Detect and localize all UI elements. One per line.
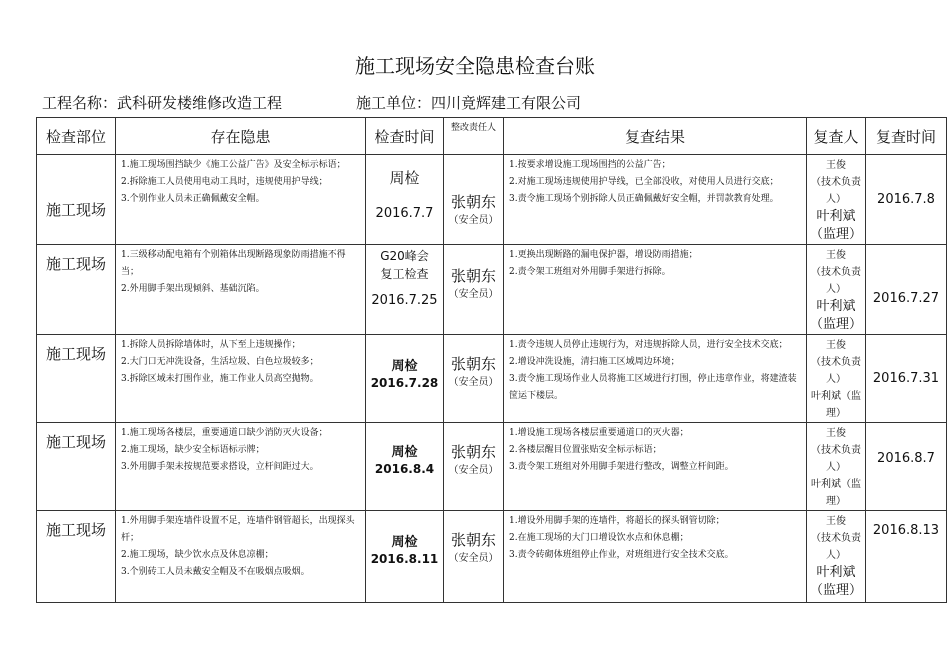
reviewer-role: （技术负责人） — [811, 267, 861, 295]
row-check-time — [366, 511, 444, 603]
check-type: G20峰会复工检查 — [380, 249, 429, 281]
result-item: 3.责令架工班组对外用脚手架进行整改，调整立杆间距。 — [509, 462, 734, 472]
reviewer-role: （技术负责人） — [811, 357, 861, 385]
row-review-time: 2016.8.13 — [866, 511, 947, 603]
responsible-name: 张朝东 — [450, 443, 496, 461]
table-row — [37, 155, 947, 245]
supervisor-role: （监理） — [809, 317, 862, 332]
row-part: 施工现场 — [37, 511, 116, 603]
row-responsible — [444, 423, 504, 511]
result-item: 2.在施工现场的大门口增设饮水点和休息棚； — [509, 533, 689, 543]
table-row — [37, 335, 947, 423]
row-review-time: 2016.8.7 — [866, 423, 947, 511]
result-item: 2.责令架工班组对外用脚手架进行拆除。 — [509, 267, 671, 277]
supervisor-role: （监理） — [809, 583, 862, 598]
supervisor-role: （监理） — [809, 227, 862, 242]
project-name: 工程名称：武科研发楼维修改造工程 — [42, 94, 283, 112]
header-part: 检查部位 — [37, 118, 116, 155]
header-check-time: 检查时间 — [366, 118, 444, 155]
row-responsible — [444, 335, 504, 423]
result-item: 1.按要求增设施工现场围挡的公益广告； — [509, 160, 671, 170]
hazard-item: 2.外用脚手架出现倾斜、基础沉陷。 — [121, 284, 265, 294]
page-title: 施工现场安全隐患检查台账 — [355, 54, 595, 78]
hazard-item: 3.个别砖工人员未戴安全帽及不在吸烟点吸烟。 — [121, 567, 310, 577]
row-check-time — [366, 423, 444, 511]
row-hazards — [116, 423, 366, 511]
check-type: 周检 — [391, 445, 418, 460]
header-review-time: 复查时间 — [866, 118, 947, 155]
result-item: 1.增设外用脚手架的连墙件，将超长的探头钢管切除； — [509, 516, 725, 526]
check-type: 周检 — [391, 535, 418, 550]
responsible-role: （安全员） — [448, 553, 499, 564]
reviewer-role: （技术负责人） — [811, 445, 861, 473]
responsible-name: 张朝东 — [450, 531, 496, 549]
hazard-item: 3.外用脚手架未按规范要求搭设，立杆间距过大。 — [121, 462, 319, 472]
row-hazards — [116, 245, 366, 335]
row-hazards — [116, 335, 366, 423]
row-results — [504, 245, 807, 335]
check-date: 2016.7.7 — [375, 206, 434, 221]
row-responsible — [444, 245, 504, 335]
hazard-item: 1.施工现场围挡缺少《施工公益广告》及安全标示标语； — [121, 160, 346, 170]
row-results — [504, 155, 807, 245]
row-check-time — [366, 245, 444, 335]
result-item: 2.各楼层醒目位置张贴安全标示标语； — [509, 445, 662, 455]
row-hazards — [116, 155, 366, 245]
reviewer-name: 王俊 — [826, 340, 846, 351]
hazard-item: 2.施工现场，缺少安全标语标示牌； — [121, 445, 265, 455]
supervisor-name: 叶利斌 — [816, 299, 856, 314]
reviewer-name: 王俊 — [826, 250, 846, 261]
row-responsible — [444, 155, 504, 245]
row-review-time: 2016.7.8 — [866, 155, 947, 245]
inspection-ledger-table — [36, 117, 947, 603]
row-responsible — [444, 511, 504, 603]
row-part: 施工现场 — [37, 423, 116, 511]
result-item: 3.责令砖砌体班组停止作业，对班组进行安全技术交底。 — [509, 550, 734, 560]
row-part: 施工现场 — [37, 155, 116, 245]
row-check-time — [366, 155, 444, 245]
row-review-time: 2016.7.27 — [866, 245, 947, 335]
table-row — [37, 245, 947, 335]
hazard-item: 3.拆除区域未打围作业，施工作业人员高空抛物。 — [121, 374, 319, 384]
hazard-item: 1.外用脚手架连墙件设置不足，连墙件钢管超长，出现探头杆； — [121, 516, 355, 543]
result-item: 2.增设冲洗设施，清扫施工区域周边环境； — [509, 357, 680, 367]
responsible-name: 张朝东 — [450, 267, 496, 285]
supervisor-name: 叶利斌 — [816, 565, 856, 580]
row-check-time — [366, 335, 444, 423]
table-row — [37, 423, 947, 511]
hazard-item: 1.施工现场各楼层，重要通道口缺少消防灭火设备； — [121, 428, 328, 438]
row-results — [504, 423, 807, 511]
responsible-name: 张朝东 — [450, 355, 496, 373]
row-part: 施工现场 — [37, 335, 116, 423]
reviewer-role: （技术负责人） — [811, 177, 861, 205]
row-reviewer — [807, 511, 866, 603]
result-item: 3.责令施工现场个别拆除人员正确佩戴好安全帽，并罚款教育处理。 — [509, 194, 779, 204]
check-date: 2016.8.4 — [374, 462, 435, 476]
row-review-time: 2016.7.31 — [866, 335, 947, 423]
hazard-item: 2.拆除施工人员使用电动工具时，违规使用护导线； — [121, 177, 328, 187]
header-row — [37, 118, 947, 155]
result-item: 1.责令违规人员停止违规行为，对违规拆除人员，进行安全技术交底； — [509, 340, 788, 350]
row-reviewer — [807, 423, 866, 511]
table-row — [37, 511, 947, 603]
row-reviewer — [807, 335, 866, 423]
check-date: 2016.7.28 — [370, 376, 439, 390]
construction-unit: 施工单位：四川竟辉建工有限公司 — [356, 94, 582, 112]
check-type: 周检 — [389, 169, 420, 187]
responsible-role: （安全员） — [448, 377, 499, 388]
check-date: 2016.8.11 — [370, 552, 439, 566]
row-results — [504, 511, 807, 603]
responsible-role: （安全员） — [448, 215, 499, 226]
supervisor-name: 叶利斌（监理） — [811, 391, 861, 419]
row-hazards — [116, 511, 366, 603]
supervisor-name: 叶利斌 — [816, 209, 856, 224]
responsible-role: （安全员） — [448, 465, 499, 476]
reviewer-name: 王俊 — [826, 516, 846, 527]
result-item: 1.增设施工现场各楼层重要通道口的灭火器； — [509, 428, 689, 438]
reviewer-role: （技术负责人） — [811, 533, 861, 561]
result-item: 3.责令施工现场作业人员将施工区域进行打围，停止违章作业，将建渣装筐运下楼层。 — [509, 374, 797, 401]
check-date: 2016.7.25 — [371, 293, 438, 308]
reviewer-name: 王俊 — [826, 160, 846, 171]
hazard-item: 2.大门口无冲洗设备，生活垃圾、白色垃圾较多； — [121, 357, 319, 367]
header-reviewer: 复查人 — [807, 118, 866, 155]
responsible-name: 张朝东 — [450, 193, 496, 211]
hazard-item: 1.拆除人员拆除墙体时，从下至上违规操作； — [121, 340, 301, 350]
check-type: 周检 — [391, 359, 418, 374]
header-result: 复查结果 — [504, 118, 807, 155]
row-reviewer — [807, 245, 866, 335]
row-part: 施工现场 — [37, 245, 116, 335]
header-hazards: 存在隐患 — [116, 118, 366, 155]
row-reviewer — [807, 155, 866, 245]
result-item: 1.更换出现断路的漏电保护器，增设防雨措施； — [509, 250, 698, 260]
reviewer-name: 王俊 — [826, 428, 846, 439]
result-item: 2.对施工现场违规使用护导线，已全部没收，对使用人员进行交底； — [509, 177, 779, 187]
row-results — [504, 335, 807, 423]
hazard-item: 2.施工现场，缺少饮水点及休息凉棚； — [121, 550, 274, 560]
responsible-role: （安全员） — [448, 289, 499, 300]
hazard-item: 1.三级移动配电箱有个别箱体出现断路现象防雨措施不得当； — [121, 250, 346, 277]
header-responsible: 整改责任人 — [444, 118, 504, 155]
hazard-item: 3.个别作业人员未正确佩戴安全帽。 — [121, 194, 265, 204]
supervisor-name: 叶利斌（监理） — [811, 479, 861, 507]
